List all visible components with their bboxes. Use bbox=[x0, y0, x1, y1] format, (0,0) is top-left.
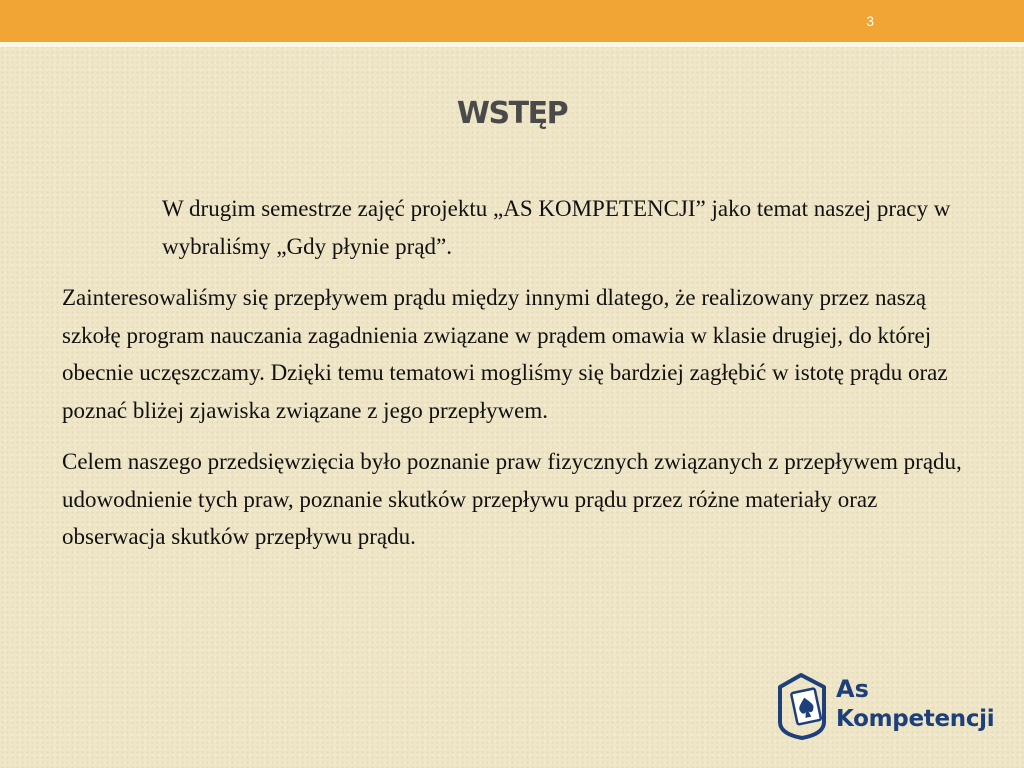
top-bar bbox=[0, 0, 1024, 42]
logo-wordmark bbox=[836, 674, 994, 734]
paragraph-motivation: Zainteresowaliśmy się przepływem prądu między innymi dlatego, że realizowany przez naszą szkołę program nauczania zagadnienia związane w prądem omawia w klasie drugiej, do której obecnie uczęszczamy. Dzięki temu tematowi mogliśmy się bardziej zagłębić w istotę prądu oraz poznać bliżej zjawiska związane z jego przepływem. bbox=[62, 285, 948, 423]
paragraph-goal: Celem naszego przedsięwzięcia było poznanie praw fizycznych związanych z przepływem prądu, udowodnienie tych praw, poznanie skutków przepływu prądu przez różne materiały oraz obserwacja skutków przepływu prądu. bbox=[62, 449, 962, 549]
as-kompetencji-logo bbox=[772, 670, 1002, 745]
top-bar-divider bbox=[0, 42, 1024, 47]
logo-line1: As bbox=[836, 675, 869, 703]
logo-line2: Kompetencji bbox=[836, 706, 995, 732]
spade-card-icon bbox=[772, 670, 832, 742]
slide-body bbox=[62, 190, 962, 570]
slide-number: 3 bbox=[866, 13, 874, 29]
paragraph-intro: W drugim semestrze zajęć projektu „AS KOMPETENCJI” jako temat naszej pracy w wybraliśmy „Gdy płynie prąd”. bbox=[162, 196, 951, 259]
slide-title: WSTĘP bbox=[456, 96, 568, 131]
